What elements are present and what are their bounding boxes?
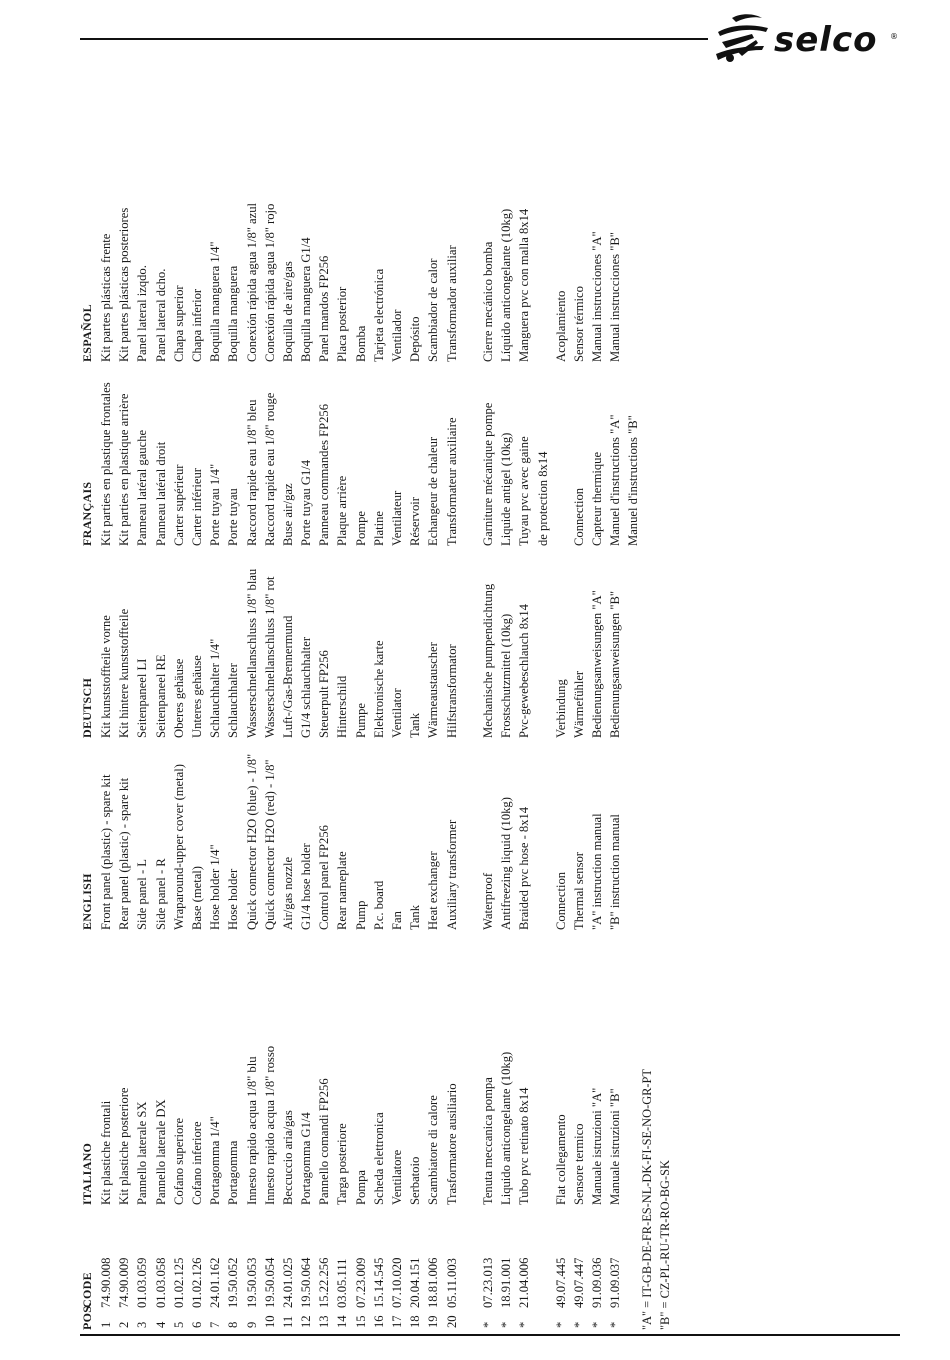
cell-es: Conexión rápida agua 1/8" azul: [244, 202, 259, 362]
cell-en: G1/4 hose holder: [299, 843, 314, 930]
cell-pos: 20: [444, 1315, 459, 1328]
cell-pos: *: [480, 1321, 495, 1328]
cell-code: 18.91.001: [499, 1257, 514, 1308]
cell-pos: 6: [189, 1321, 204, 1328]
header-english: ENGLISH: [80, 873, 94, 930]
cell-fr: Panneau latéral droit: [153, 441, 168, 546]
cell-fr: Panneau commandes FP256: [317, 403, 332, 546]
cell-en: Rear nameplate: [335, 851, 350, 930]
cell-fr: Porte tuyau G1/4: [299, 459, 314, 546]
cell-it: Sensore termico: [571, 1123, 586, 1205]
cell-code: 18.81.006: [426, 1257, 441, 1308]
cell-code: 07.10.020: [390, 1257, 404, 1308]
header-code: CODE: [80, 1272, 94, 1308]
cell-en: Side panel - R: [153, 858, 168, 930]
cell-code: 24.01.162: [208, 1257, 223, 1308]
cell-es: Kit partes plásticas frente: [99, 233, 113, 362]
cell-es: Boquilla manguera 1/4": [208, 241, 223, 362]
cell-it: Flat collegamento: [553, 1114, 568, 1205]
cell-fr: Capteur thermique: [590, 451, 605, 546]
parts-table-rotated: [78, 100, 718, 1330]
cell-it: Liquido anticongelante (10kg): [499, 1051, 514, 1205]
cell-fr: Platine: [371, 511, 386, 546]
cell-fr: Transformateur auxiliaire: [444, 417, 459, 546]
cell-pos: *: [499, 1321, 514, 1328]
group-spacer: [534, 1046, 552, 1205]
cell-fr: Réservoir: [408, 497, 423, 546]
column-italiano: [78, 1046, 624, 1205]
cell-es: Panel lateral dcho.: [153, 268, 168, 362]
cell-de: Oberes gehäuse: [171, 658, 186, 738]
cell-en: Hose holder 1/4": [208, 844, 223, 930]
cell-code: 15.22.256: [317, 1257, 332, 1308]
cell-es: Boquilla manguera: [226, 265, 241, 362]
cell-it: Manuale istruzioni "A": [590, 1087, 605, 1205]
cell-de: Wärmeaustauscher: [426, 642, 441, 738]
cell-pos: 9: [244, 1321, 259, 1328]
cell-it: Scambiatore di calore: [426, 1095, 441, 1205]
cell-en: Wraparound-upper cover (metal): [171, 764, 186, 930]
header-deutsch: DEUTSCH: [80, 677, 94, 738]
cell-pos: 7: [208, 1321, 223, 1328]
cell-es: Manguera pvc con malla 8x14: [517, 208, 532, 362]
top-rule: [80, 38, 708, 40]
cell-en: "B" instruction manual: [608, 814, 623, 930]
cell-es: Cierre mecánico bomba: [480, 241, 495, 362]
group-spacer: [461, 1046, 479, 1205]
cell-en: Fan: [390, 911, 404, 930]
cell-de: Unteres gehäuse: [189, 655, 204, 738]
cell-pos: 15: [353, 1315, 368, 1328]
cell-code: 20.04.151: [408, 1257, 423, 1308]
registered-mark: ®: [890, 32, 898, 41]
cell-code: 49.07.447: [571, 1257, 586, 1308]
cell-fr: Tuyau pvc avec gaine: [517, 436, 532, 546]
cell-es: Conexión rápida agua 1/8" rojo: [262, 203, 277, 362]
cell-en: Auxiliary transformer: [444, 819, 459, 930]
group-spacer: [461, 1258, 479, 1308]
cell-pos: *: [590, 1321, 605, 1328]
cell-en: Pump: [353, 900, 368, 930]
cell-it: Portagomma: [226, 1140, 241, 1205]
column-code: [78, 1258, 624, 1308]
cell-de: Schlauchhalter: [226, 663, 241, 738]
cell-en: Quick connector H2O (blue) - 1/8": [244, 753, 259, 930]
cell-it: Scheda elettronica: [371, 1112, 386, 1205]
cell-de: Hilfstransformator: [444, 644, 459, 738]
cell-pos: 19: [426, 1315, 441, 1328]
cell-it: Trasformatore ausiliario: [444, 1083, 459, 1205]
cell-de: Tank: [408, 713, 423, 738]
cell-it: Tenuta meccanica pompa: [480, 1077, 495, 1205]
cell-fr: Carter inférieur: [189, 468, 204, 546]
cell-pos: 14: [335, 1315, 350, 1328]
cell-es: Manual instrucciones "B": [608, 232, 623, 362]
footnote-b: "B" = CZ-PL-RU-TR-RO-BG-SK: [658, 1160, 672, 1330]
cell-fr: Manuel d'instructions "B": [626, 415, 641, 546]
cell-fr: Panneau latéral gauche: [135, 429, 150, 546]
cell-fr: Raccord rapide eau 1/8" bleu: [244, 399, 259, 546]
cell-code: 01.03.059: [135, 1257, 150, 1308]
cell-pos: 18: [408, 1315, 423, 1328]
cell-es: Kit partes plásticas posteriores: [117, 207, 132, 362]
cell-en: Front panel (plastic) - spare kit: [99, 774, 113, 930]
cell-code: 01.02.125: [171, 1257, 186, 1308]
cell-fr: Echangeur de chaleur: [426, 436, 441, 546]
cell-en: Quick connector H2O (red) - 1/8": [262, 759, 277, 930]
cell-de: Seitenpaneel LI: [135, 658, 150, 738]
cell-es: Depósito: [408, 316, 423, 362]
cell-en: Connection: [553, 871, 568, 930]
cell-de: Kit kunststoffteile vorne: [99, 615, 113, 738]
cell-es: Scambiador de calor: [426, 258, 441, 362]
group-spacer: [552, 382, 570, 546]
cell-fr: Raccord rapide eau 1/8" rouge: [262, 392, 277, 546]
group-spacer: [461, 754, 479, 930]
cell-pos: 13: [317, 1315, 332, 1328]
cell-code: 07.23.009: [353, 1257, 368, 1308]
cell-code: 19.50.053: [244, 1257, 259, 1308]
cell-code: 01.02.126: [189, 1257, 204, 1308]
cell-fr: Kit parties en plastique arrière: [117, 393, 132, 546]
footnotes: [638, 1069, 674, 1330]
group-spacer: [534, 754, 552, 930]
cell-es: Manual instrucciones "A": [590, 231, 605, 362]
cell-pos: *: [553, 1321, 568, 1328]
cell-en: Heat exchanger: [426, 851, 441, 930]
header-pos: POS.: [80, 1302, 94, 1330]
cell-code: 91.09.036: [590, 1257, 605, 1308]
cell-it: Kit plastiche posteriore: [117, 1087, 132, 1205]
cell-es: Sensor térmico: [571, 286, 586, 362]
cell-en: Control panel FP256: [317, 825, 332, 930]
cell-fr: Kit parties en plastique frontales: [99, 382, 113, 546]
cell-it: Portagomma G1/4: [299, 1112, 314, 1205]
cell-fr: Ventilateur: [390, 490, 404, 546]
cell-en: Rear panel (plastic) - spare kit: [117, 777, 132, 930]
cell-es: Transformador auxiliar: [444, 245, 459, 362]
column-francais: [78, 382, 643, 546]
cell-fr: Porte tuyau: [226, 488, 241, 546]
cell-it: Targa posteriore: [335, 1123, 350, 1205]
cell-en: Thermal sensor: [571, 852, 586, 930]
bottom-rule: [80, 1334, 900, 1336]
group-spacer: [461, 382, 479, 546]
cell-es: Chapa superior: [171, 285, 186, 362]
cell-it: Beccuccio aria/gas: [280, 1110, 295, 1205]
group-spacer: [534, 569, 552, 738]
cell-es: Chapa inferior: [189, 288, 204, 362]
group-spacer: [461, 203, 479, 362]
cell-en: Base (metal): [189, 866, 204, 930]
group-spacer: [461, 569, 479, 738]
cell-de: Bedienungsanweisungen "A": [590, 590, 605, 738]
cell-fr: Plaque arrière: [335, 475, 350, 546]
cell-es: Boquilla de aire/gas: [280, 261, 295, 362]
cell-code: 19.50.052: [226, 1257, 241, 1308]
cell-de: Frostschutzmittel (10kg): [499, 613, 514, 738]
cell-code: 01.03.058: [153, 1257, 168, 1308]
cell-pos: 12: [299, 1315, 314, 1328]
cell-pos: 4: [153, 1321, 168, 1328]
cell-code: 49.07.445: [553, 1257, 568, 1308]
cell-de: Wasserschnellanschluss 1/8" rot: [262, 576, 277, 738]
header-francais: FRANÇAIS: [80, 481, 94, 546]
header-espanol: ESPAÑOL: [80, 304, 94, 362]
cell-de: Wasserschnellanschluss 1/8" blau: [244, 568, 259, 738]
cell-en: Tank: [408, 905, 423, 930]
cell-de: Pvc-gewebeschlauch 8x14: [517, 604, 532, 738]
cell-it: Cofano inferiore: [189, 1121, 204, 1205]
cell-it: Pannello comandi FP256: [317, 1078, 332, 1205]
cell-es: Líquido anticongelante (10kg): [499, 208, 514, 362]
cell-de: G1/4 schlauchhalter: [299, 636, 314, 738]
cell-en: P.c. board: [371, 880, 386, 930]
cell-pos: 2: [117, 1321, 132, 1328]
selco-logo: [712, 10, 902, 74]
cell-de: Kit hintere kunststoffteile: [117, 608, 132, 738]
cell-it: Tubo pvc retinato 8x14: [517, 1087, 532, 1205]
cell-code: 91.09.037: [608, 1257, 623, 1308]
footnote-a: "A" = IT-GB-DE-FR-ES-NL-DK-FI-SE-NO-GR-PT: [640, 1069, 654, 1330]
cell-it: Pompa: [353, 1170, 368, 1205]
cell-pos: *: [517, 1321, 532, 1328]
cell-code: 07.23.013: [480, 1257, 495, 1308]
cell-code: 05.11.003: [444, 1258, 459, 1308]
selco-wordmark: selco: [774, 20, 878, 60]
cell-it: Kit plastiche frontali: [99, 1100, 113, 1205]
cell-es: Tarjeta electrónica: [371, 268, 386, 362]
group-spacer: [534, 203, 552, 362]
cell-de: Pumpe: [353, 703, 368, 738]
cell-code: 03.05.111: [335, 1258, 350, 1308]
cell-code: 24.01.025: [280, 1257, 295, 1308]
cell-pos: 11: [280, 1315, 295, 1328]
cell-it: Innesto rapido acqua 1/8" rosso: [262, 1045, 277, 1205]
cell-pos: 5: [171, 1321, 186, 1328]
cell-pos: 10: [262, 1315, 277, 1328]
cell-en: Waterproof: [480, 872, 495, 930]
cell-de: Elektronische karte: [371, 640, 386, 738]
cell-de: Hinterschild: [335, 675, 350, 738]
cell-code: 15.14.545: [371, 1257, 386, 1308]
cell-pos: 16: [371, 1315, 386, 1328]
cell-fr: Carter supérieur: [171, 464, 186, 546]
group-spacer: [534, 1258, 552, 1308]
cell-de: Luft-/Gas-Brennermund: [280, 615, 295, 738]
cell-it: Pannello laterale DX: [153, 1099, 168, 1205]
cell-en: Hose holder: [226, 868, 241, 930]
cell-en: Antifreezing liquid (10kg): [499, 797, 514, 930]
cell-fr: Manuel d'instructions "A": [608, 414, 623, 546]
cell-pos: *: [608, 1321, 623, 1328]
cell-fr: Connection: [571, 487, 586, 546]
cell-it: Manuale istruzioni "B": [608, 1088, 623, 1205]
cell-it: Portagomma 1/4": [208, 1116, 223, 1205]
cell-code: 74.90.008: [99, 1257, 113, 1308]
cell-es: Panel lateral izqdo.: [135, 265, 150, 362]
cell-es: Ventilador: [390, 309, 404, 362]
cell-it: Innesto rapido acqua 1/8" blu: [244, 1056, 259, 1205]
cell-code: 74.90.009: [117, 1257, 132, 1308]
cell-en: Braided pvc hose - 8x14: [517, 806, 532, 930]
cell-it: Ventilatore: [390, 1149, 404, 1205]
cell-code: 19.50.064: [299, 1257, 314, 1308]
cell-code: 21.04.006: [517, 1257, 532, 1308]
cell-en: "A" instruction manual: [590, 813, 605, 930]
column-deutsch: [78, 569, 624, 738]
cell-es: Acoplamiento: [553, 290, 568, 362]
cell-de: Mechanische pumpendichtung: [480, 583, 495, 738]
cell-de: Wärmefühler: [571, 670, 586, 738]
column-espanol: [78, 203, 624, 362]
cell-fr: Liquide antigel (10kg): [499, 432, 514, 546]
cell-es: Panel mandos FP256: [317, 255, 332, 362]
cell-fr: Porte tuyau 1/4": [208, 463, 223, 546]
cell-fr: Garniture mécanique pompe: [480, 402, 495, 546]
cell-code: 19.50.054: [262, 1257, 277, 1308]
cell-it: Serbatoio: [408, 1156, 423, 1205]
cell-it: Pannello laterale SX: [135, 1101, 150, 1205]
cell-pos: *: [571, 1321, 586, 1328]
cell-fr: Buse air/gaz: [280, 483, 295, 546]
header-italiano: ITALIANO: [80, 1142, 94, 1205]
cell-en: Side panel - L: [135, 859, 150, 930]
cell-de: Bedienungsanweisungen "B": [608, 590, 623, 738]
cell-en: Air/gas nozzle: [280, 856, 295, 930]
cell-de: Schlauchhalter 1/4": [208, 638, 223, 738]
cell-de: Steuerpult FP256: [317, 650, 332, 738]
cell-pos: 1: [99, 1321, 113, 1328]
cell-es: Boquilla manguera G1/4: [299, 237, 314, 362]
cell-fr: Pompe: [353, 511, 368, 546]
cell-fr-continuation: de protection 8x14: [535, 451, 550, 546]
cell-de: Ventilator: [390, 688, 404, 738]
cell-de: Seitenpaneel RE: [153, 654, 168, 738]
column-english: [78, 754, 624, 930]
cell-de: Verbindung: [553, 679, 568, 738]
cell-es: Placa posterior: [335, 286, 350, 362]
cell-pos: 3: [135, 1321, 150, 1328]
selco-logo-mark: [712, 10, 774, 66]
cell-es: Bomba: [353, 325, 368, 362]
cell-pos: 8: [226, 1321, 241, 1328]
cell-pos: 17: [390, 1315, 404, 1328]
cell-it: Cofano superiore: [171, 1117, 186, 1205]
